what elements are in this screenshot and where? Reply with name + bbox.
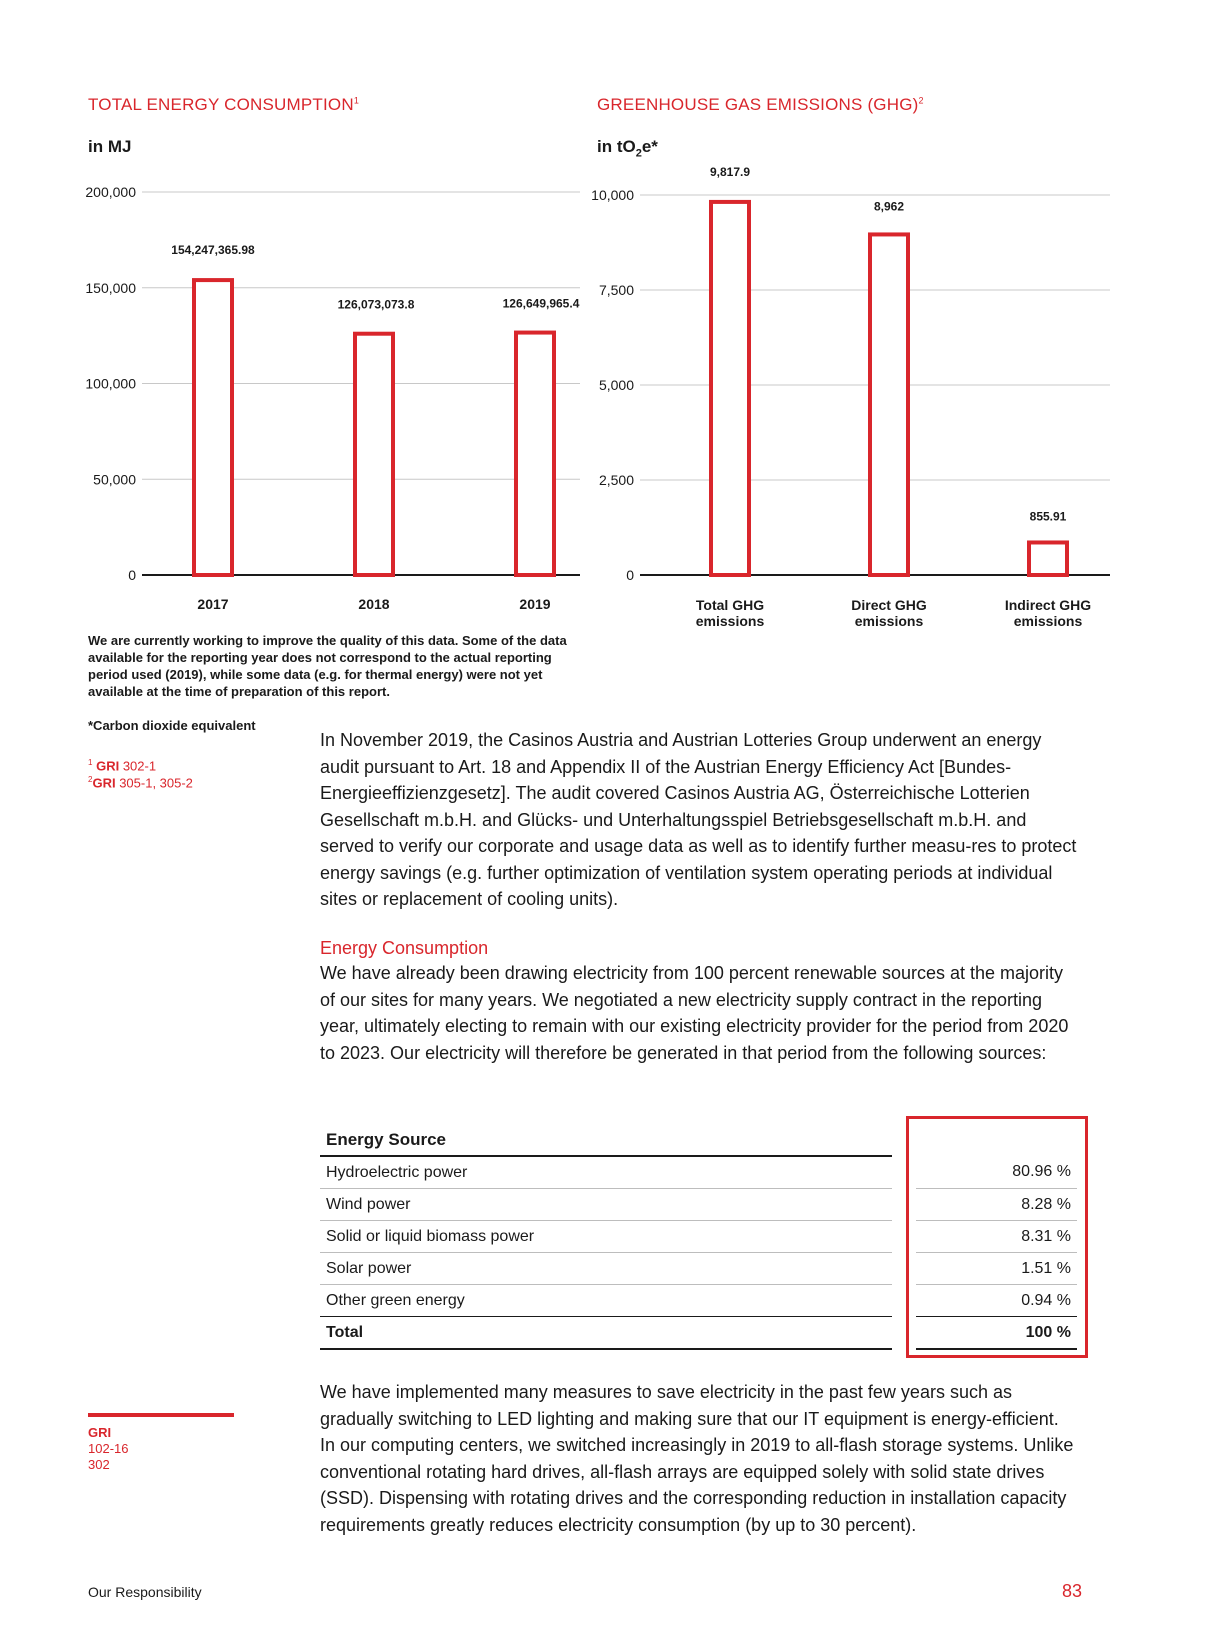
y-tick-label: 7,500 xyxy=(598,282,634,298)
y-tick-label: 0 xyxy=(626,567,634,583)
footer-section-name: Our Responsibility xyxy=(88,1584,202,1600)
table-row xyxy=(320,1156,1077,1189)
table-cell-share: 8.31 % xyxy=(916,1221,1077,1253)
table-cell-source: Solid or liquid biomass power xyxy=(320,1221,892,1253)
x-tick-label: Total GHG xyxy=(695,597,765,613)
ghg-chart-title-footnote: 2 xyxy=(918,95,924,106)
footnote-1-gri: GRI xyxy=(96,758,120,774)
table-total-value: 100 % xyxy=(916,1317,1077,1350)
table-cell-share: 8.28 % xyxy=(916,1189,1077,1221)
ghg-unit-subscript: 2 xyxy=(635,147,642,160)
data-label: 126,073,073.8 xyxy=(337,297,415,312)
bar xyxy=(711,202,749,575)
table-cell-source: Other green energy xyxy=(320,1285,892,1317)
energy-consumption-heading: Energy Consumption xyxy=(320,938,489,958)
energy-consumption-chart xyxy=(60,170,590,620)
gri-sidebar xyxy=(88,1425,128,1473)
data-label: 154,247,365.98 xyxy=(171,243,255,258)
data-label: 855.91 xyxy=(1029,509,1067,524)
x-tick-label: 2019 xyxy=(519,596,551,612)
table-total-row xyxy=(320,1317,1077,1350)
y-tick-label: 10,000 xyxy=(591,187,634,203)
page-number: 83 xyxy=(1062,1581,1083,1601)
gri-sidebar-line2: 302 xyxy=(88,1457,110,1472)
y-tick-label: 2,500 xyxy=(598,472,634,488)
table-cell-source: Wind power xyxy=(320,1189,892,1221)
x-tick-label: emissions xyxy=(854,613,924,629)
energy-chart-title-footnote: 1 xyxy=(353,95,360,106)
energy-source-table-wrap xyxy=(320,1116,1085,1356)
electricity-saving-paragraph: We have implemented many measures to save electricity in the past few years such as gradually switching to LED lighting and making sure that our IT equipment is energy-efficient. In our computing centers, we switched increasingly in 2019 to all-flash storage systems. Unlike conventional rotating hard drives, all-flash arrays are equipped solely with solid state drives (SSD). Dispensing with rotating drives and the corresponding reduction in installation capacity requirements greatly reduces electricity consumption (by up to 30 percent). xyxy=(320,1382,1074,1535)
y-tick-label: 150,000 xyxy=(85,279,136,296)
table-cell-source: Hydroelectric power xyxy=(320,1156,892,1189)
ghg-emissions-chart xyxy=(590,160,1130,640)
ghg-chart-unit xyxy=(597,137,658,159)
x-tick-label: Direct GHG xyxy=(851,597,927,613)
data-label: 126,649,965.4 xyxy=(502,296,580,311)
energy-source-table xyxy=(320,1124,1077,1350)
data-label: 9,817.9 xyxy=(709,164,751,179)
footnote-1-number: 1 xyxy=(88,758,93,767)
gri-sidebar-line1: 102-16 xyxy=(88,1441,129,1456)
table-row xyxy=(320,1189,1077,1221)
electricity-sources-paragraph: We have already been drawing electricity from 100 percent renewable sources at the majority of our sites for many years. We negotiated a new electricity supply contract in the reporting year, ultimately electing to remain with our existing electricity provider for the period from 2020 to 2023. Our electricity will therefore be generated in that period from the following sources: xyxy=(320,963,1069,1063)
table-row xyxy=(320,1221,1077,1253)
table-cell-share: 80.96 % xyxy=(916,1156,1077,1189)
y-tick-label: 200,000 xyxy=(85,184,136,200)
y-tick-label: 100,000 xyxy=(85,375,136,392)
gri-sidebar-rule xyxy=(88,1413,234,1417)
bar xyxy=(355,334,393,575)
table-header-energy-source: Energy Source xyxy=(320,1124,892,1156)
table-row xyxy=(320,1253,1077,1285)
ghg-chart-title xyxy=(597,95,924,115)
footnote-2-text: 305-1, 305-2 xyxy=(115,775,193,791)
footnote-2-gri: GRI xyxy=(92,775,116,791)
y-tick-label: 5,000 xyxy=(598,377,634,393)
table-header-row xyxy=(320,1124,1077,1156)
data-label: 8,962 xyxy=(873,199,905,214)
table-row xyxy=(320,1285,1077,1317)
bar xyxy=(1029,542,1067,575)
bar xyxy=(194,280,232,575)
bar xyxy=(870,234,908,575)
x-tick-label: emissions xyxy=(695,613,765,629)
data-quality-note: We are currently working to improve the quality of this data. Some of the data available for the reporting year does not correspond to the actual reporting period used (2019), while some data (e.g. for thermal energy) were not yet available at the time of preparation of this report. xyxy=(88,633,567,699)
footnote-2 xyxy=(88,772,193,791)
x-tick-label: emissions xyxy=(1013,613,1083,629)
ghg-unit-suffix: e* xyxy=(641,137,658,156)
table-cell-source: Solar power xyxy=(320,1253,892,1285)
x-tick-label: 2018 xyxy=(358,596,390,612)
x-tick-label: Indirect GHG xyxy=(1004,597,1092,613)
bar xyxy=(516,333,554,575)
table-cell-share: 1.51 % xyxy=(916,1253,1077,1285)
co2-equivalent-note: *Carbon dioxide equivalent xyxy=(88,718,256,733)
energy-chart-unit: in MJ xyxy=(88,137,132,156)
table-total-label: Total xyxy=(320,1317,892,1350)
ghg-unit-prefix: in tO xyxy=(597,137,636,156)
table-cell-share: 0.94 % xyxy=(916,1285,1077,1317)
footnote-2-number: 2 xyxy=(88,775,93,784)
footnote-1-text: 302-1 xyxy=(119,758,157,774)
energy-chart-title-text: TOTAL ENERGY CONSUMPTION xyxy=(88,95,354,114)
energy-chart-title xyxy=(88,95,359,115)
y-tick-label: 50,000 xyxy=(93,471,136,488)
ghg-chart-title-text: GREENHOUSE GAS EMISSIONS (GHG) xyxy=(597,95,919,114)
x-tick-label: 2017 xyxy=(197,596,229,612)
gri-sidebar-label: GRI xyxy=(88,1425,112,1440)
y-tick-label: 0 xyxy=(128,567,136,583)
audit-paragraph: In November 2019, the Casinos Austria and Austrian Lotteries Group underwent an energy audit pursuant to Art. 18 and Appendix II of the Austrian Energy Efficiency Act [Bundes-Energieeffizienzgesetz]. The audit covered Casinos Austria AG, Österreichische Lotterien Gesellschaft m.b.H. and Glücks- und Unterhaltungsspiel Betriebsgesellschaft m.b.H. and served to verify our corporate and usage data as well as to identify further measu-res to protect energy savings (e.g. further optimization of ventilation system operating periods at individual sites or replacement of cooling units). xyxy=(320,730,1077,909)
